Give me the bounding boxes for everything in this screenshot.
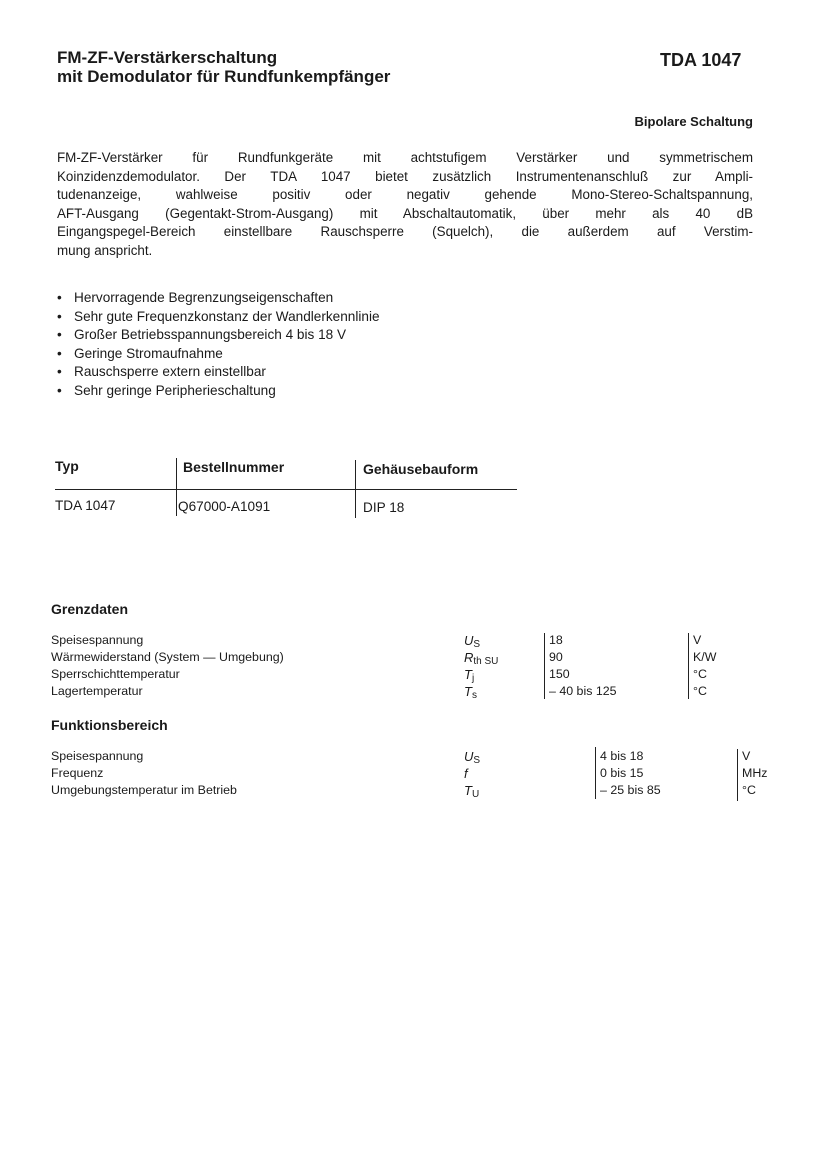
column-divider: [176, 458, 177, 516]
header-gehaeusebauform: Gehäusebauform: [363, 461, 479, 477]
spec-row: [51, 667, 761, 684]
intro-line: mung anspricht.: [57, 242, 153, 258]
spec-unit: °C: [693, 684, 707, 698]
spec-unit: V: [693, 633, 702, 647]
spec-symbol: f: [464, 766, 468, 781]
document-title: [57, 48, 390, 86]
spec-label: Sperrschichttemperatur: [51, 667, 180, 681]
spec-label: Lagertemperatur: [51, 684, 143, 698]
spec-row: [51, 783, 761, 800]
spec-symbol: $U_S$: [464, 633, 481, 650]
section-title-grenzdaten: Grenzdaten: [51, 601, 129, 617]
feature-item: • Großer Betriebsspannungsbereich 4 bis 18 V: [57, 326, 380, 345]
spec-row: [51, 766, 768, 783]
intro-line: Eingangspegel-Bereich einstellbare Rauschsperre (Squelch), die außerdem auf Verstim-: [57, 224, 753, 239]
spec-symbol: $R_{th SU}$: [464, 650, 499, 667]
spec-row: [51, 650, 761, 667]
spec-symbol: $T_U$: [464, 783, 480, 800]
funktionsbereich-table: [51, 749, 768, 800]
feature-list: [57, 289, 380, 401]
part-number: TDA 1047: [660, 50, 742, 70]
title-line-2: mit Demodulator für Rundfunkempfänger: [57, 67, 391, 86]
cell-bestellnummer: Q67000-A1091: [178, 499, 271, 514]
spec-row: [51, 633, 761, 650]
header-rule: [55, 489, 517, 490]
spec-symbol: $U_S$: [464, 749, 481, 766]
intro-line: Koinzidenzdemodulator. Der TDA 1047 bietet zusätzlich Instrumentenanschluß zur Ampli-: [57, 168, 753, 184]
feature-item: • Rauschsperre extern einstellbar: [57, 363, 380, 382]
spec-value: – 40 bis 125: [549, 684, 617, 698]
spec-value: 4 bis 18: [600, 749, 644, 763]
spec-unit: MHz: [742, 766, 768, 780]
cell-gehaeusebauform: DIP 18: [363, 500, 405, 515]
spec-symbol: $T_j$: [464, 667, 475, 684]
spec-symbol: $T_s$: [464, 684, 477, 701]
spec-unit: V: [742, 749, 751, 763]
spec-label: Speisespannung: [51, 633, 144, 647]
spec-value: 18: [549, 633, 563, 647]
intro-line: AFT-Ausgang (Gegentakt-Strom-Ausgang) mit Abschaltautomatik, über mehr als 40 dB: [57, 205, 753, 221]
header-bestellnummer: Bestellnummer: [183, 459, 285, 475]
spec-label: Frequenz: [51, 766, 104, 780]
cell-typ: TDA 1047: [55, 498, 116, 513]
feature-item: • Sehr geringe Peripherieschaltung: [57, 382, 380, 401]
spec-value: 150: [549, 667, 570, 681]
spec-label: Umgebungstemperatur im Betrieb: [51, 783, 237, 797]
spec-value: 90: [549, 650, 563, 664]
section-title-funktionsbereich: Funktionsbereich: [51, 717, 168, 733]
spec-label: Wärmewiderstand (System — Umgebung): [51, 650, 284, 664]
grenzdaten-table: [51, 633, 761, 701]
intro-line: FM-ZF-Verstärker für Rundfunkgeräte mit achtstufigem Verstärker und symmetrischem: [57, 150, 753, 165]
feature-item: • Sehr gute Frequenzkonstanz der Wandlerkennlinie: [57, 308, 380, 327]
feature-item: • Hervorragende Begrenzungseigenschaften: [57, 289, 380, 308]
spec-unit: °C: [693, 667, 707, 681]
spec-unit: K/W: [693, 650, 717, 664]
spec-label: Speisespannung: [51, 749, 144, 763]
spec-row: [51, 749, 761, 766]
title-line-1: FM-ZF-Verstärkerschaltung: [57, 48, 278, 67]
spec-row: [51, 684, 761, 701]
header-typ: Typ: [55, 458, 79, 474]
spec-unit: °C: [742, 783, 756, 797]
spec-value: – 25 bis 85: [600, 783, 661, 797]
feature-item: • Geringe Stromaufnahme: [57, 345, 380, 364]
intro-paragraph: [57, 149, 753, 260]
spec-value: 0 bis 15: [600, 766, 644, 780]
order-table: [55, 458, 517, 520]
circuit-type: Bipolare Schaltung: [634, 114, 753, 129]
intro-line: tudenanzeige, wahlweise positiv oder negativ gehende Mono-Stereo-Schaltspannung,: [57, 187, 753, 202]
